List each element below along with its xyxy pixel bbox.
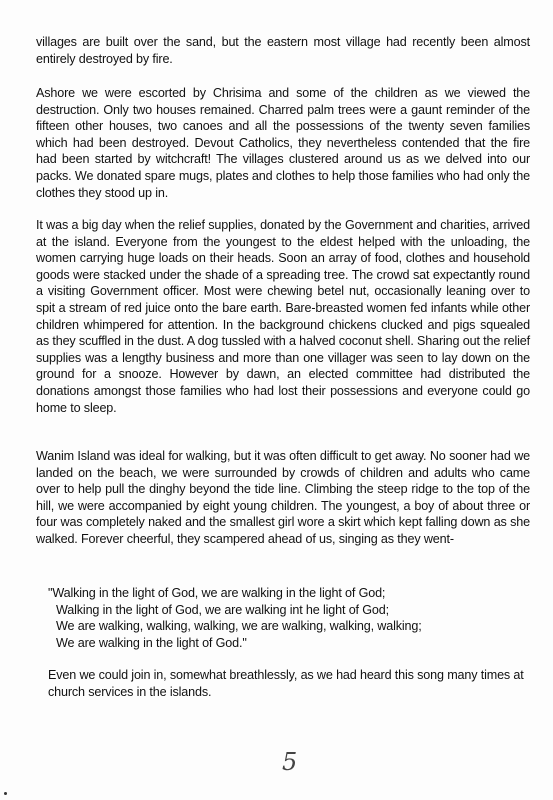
paragraph-text: villages are built over the sand, but the eastern most village had recently been almost entirely destroyed by fire. xyxy=(36,35,530,66)
paragraph-text: Ashore we were escorted by Chrisima and some of the children as we viewed the destruction. Only two houses remained. Charred palm trees were a gaunt reminder of the fifteen other houses, two canoes and all the possessions of the twenty seven families which had been destroyed. Devout Catholics, they nevertheless contended that the fire had been started by witchcraft! The villages clustered around us as we delved into our packs. We donated spare mugs, plates and clothes to help those families who had only the clothes they stood up in. xyxy=(36,86,530,200)
song-line: "Walking in the light of God, we are walking in the light of God; xyxy=(48,586,386,600)
paragraph-text: Wanim Island was ideal for walking, but it was often difficult to get away. No sooner had we landed on the beach, we were surrounded by crowds of children and adults who came over to help pull the dinghy beyond the tide line. Climbing the steep ridge to the top of the hill, we were accompanied by eight young children. The youngest, a boy of about three or four was completely naked and the smallest girl wore a skirt which kept falling down as she walked. Forever cheerful, they scampered ahead of us, singing as they went- xyxy=(36,449,530,546)
paragraph-relief-supplies xyxy=(36,217,530,416)
song-line: Walking in the light of God, we are walking int he light of God; xyxy=(56,602,389,617)
song-lyrics xyxy=(48,585,518,651)
paragraph-wanim-island xyxy=(36,448,530,548)
paragraph-text: It was a big day when the relief supplies, donated by the Government and charities, arrived at the island. Everyone from the youngest to the eldest helped with the unloading, the women carrying huge loads on their heads. Soon an array of food, clothes and household goods were stacked under the shade of a spreading tree. The crowd sat expectantly round a visiting Government officer. Most were chewing betel nut, occasionally leaning over to spit a stream of red juice onto the bare earth. Bare-breasted women fed infants while other children whimpered for attention. In the background chickens clucked and pigs squealed as they scuffled in the dust. A dog tussled with a halved coconut shell. Sharing out the relief supplies was a lengthy business and more than one villager was seen to lay down on the ground for a snooze. However by dawn, an elected committee had distributed the donations amongst those families who had lost their possessions and everyone could go home to sleep. xyxy=(36,218,530,415)
song-line: We are walking, walking, walking, we are walking, walking, walking; xyxy=(56,619,422,634)
paragraph-continuation xyxy=(36,34,530,67)
paragraph-closing xyxy=(48,667,534,700)
paragraph-ashore xyxy=(36,85,530,201)
song-line: We are walking in the light of God." xyxy=(56,635,247,650)
paragraph-text: Even we could join in, somewhat breathlessly, as we had heard this song many times at church services in the islands. xyxy=(48,668,524,699)
page-number: 5 xyxy=(282,748,298,776)
scan-speck xyxy=(4,792,7,795)
